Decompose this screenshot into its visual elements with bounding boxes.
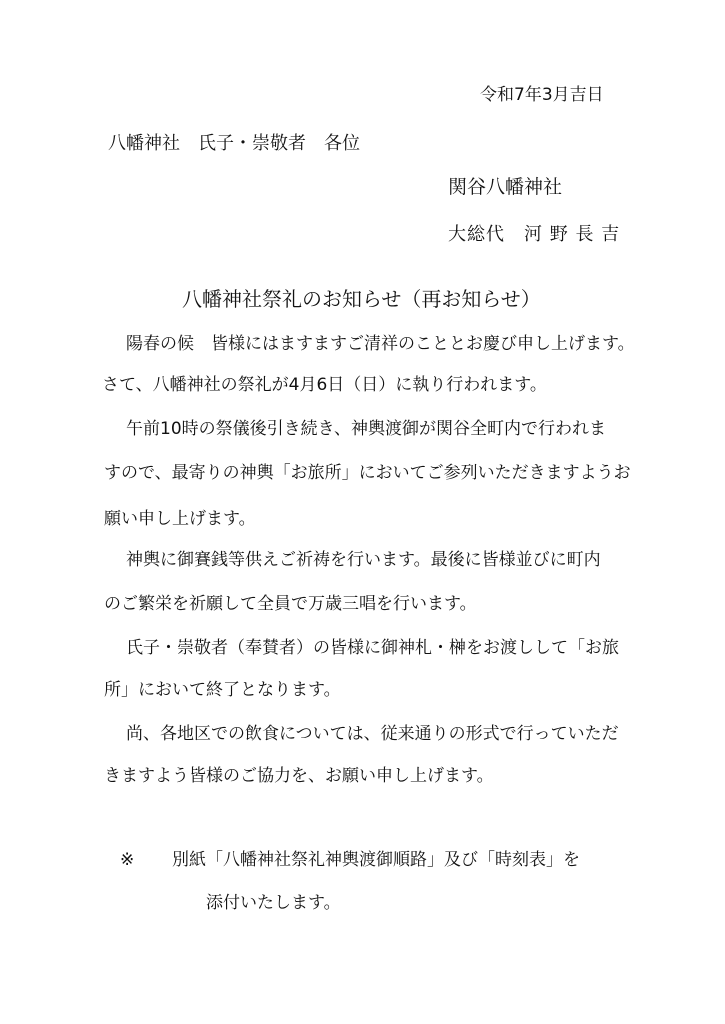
body-line: 尚、各地区での飲食については、従来通りの形式で行っていただ [126,724,619,744]
body-line: 陽春の候 皆様にはますますご清祥のこととお慶び申し上げます。 [126,334,635,354]
attachment-note-text: 別紙「八幡神社祭礼神輿渡御順路」及び「時刻表」を [172,850,580,870]
body-line: のご繁栄を祈願して全員で万歳三唱を行います。 [104,594,477,614]
attachment-note [120,852,580,869]
body-line: きますよう皆様のご協力を、お願い申し上げます。 [104,766,494,786]
body-line: 所」において終了となります。 [104,680,341,700]
body-line: 神輿に御賽銭等供えご祈祷を行います。最後に皆様並びに町内 [126,550,601,570]
notice-title: 八幡神社祭礼のお知らせ（再お知らせ） [182,287,541,311]
body-line: さて、八幡神社の祭礼が4月6日（日）に執り行われます。 [102,375,547,395]
sender-organization: 関谷八幡神社 [448,176,563,198]
body-line: 願い申し上げます。 [104,509,256,529]
body-line: 午前10時の祭儀後引き続き、神輿渡御が関谷全町内で行われま [126,419,606,439]
addressee: 八幡神社 氏子・崇敬者 各位 [108,133,360,154]
sender-person: 大総代 河 野 長 吉 [448,224,621,245]
attachment-note-continued: 添付いたします。 [206,893,341,913]
note-mark: ※ [120,850,135,870]
body-line: 氏子・崇敬者（奉賛者）の皆様に御神札・榊をお渡しして「お旅 [126,638,619,658]
issue-date: 令和7年3月吉日 [480,85,604,105]
body-line: すので、最寄りの神輿「お旅所」においてご参列いただきますようお [104,463,631,483]
